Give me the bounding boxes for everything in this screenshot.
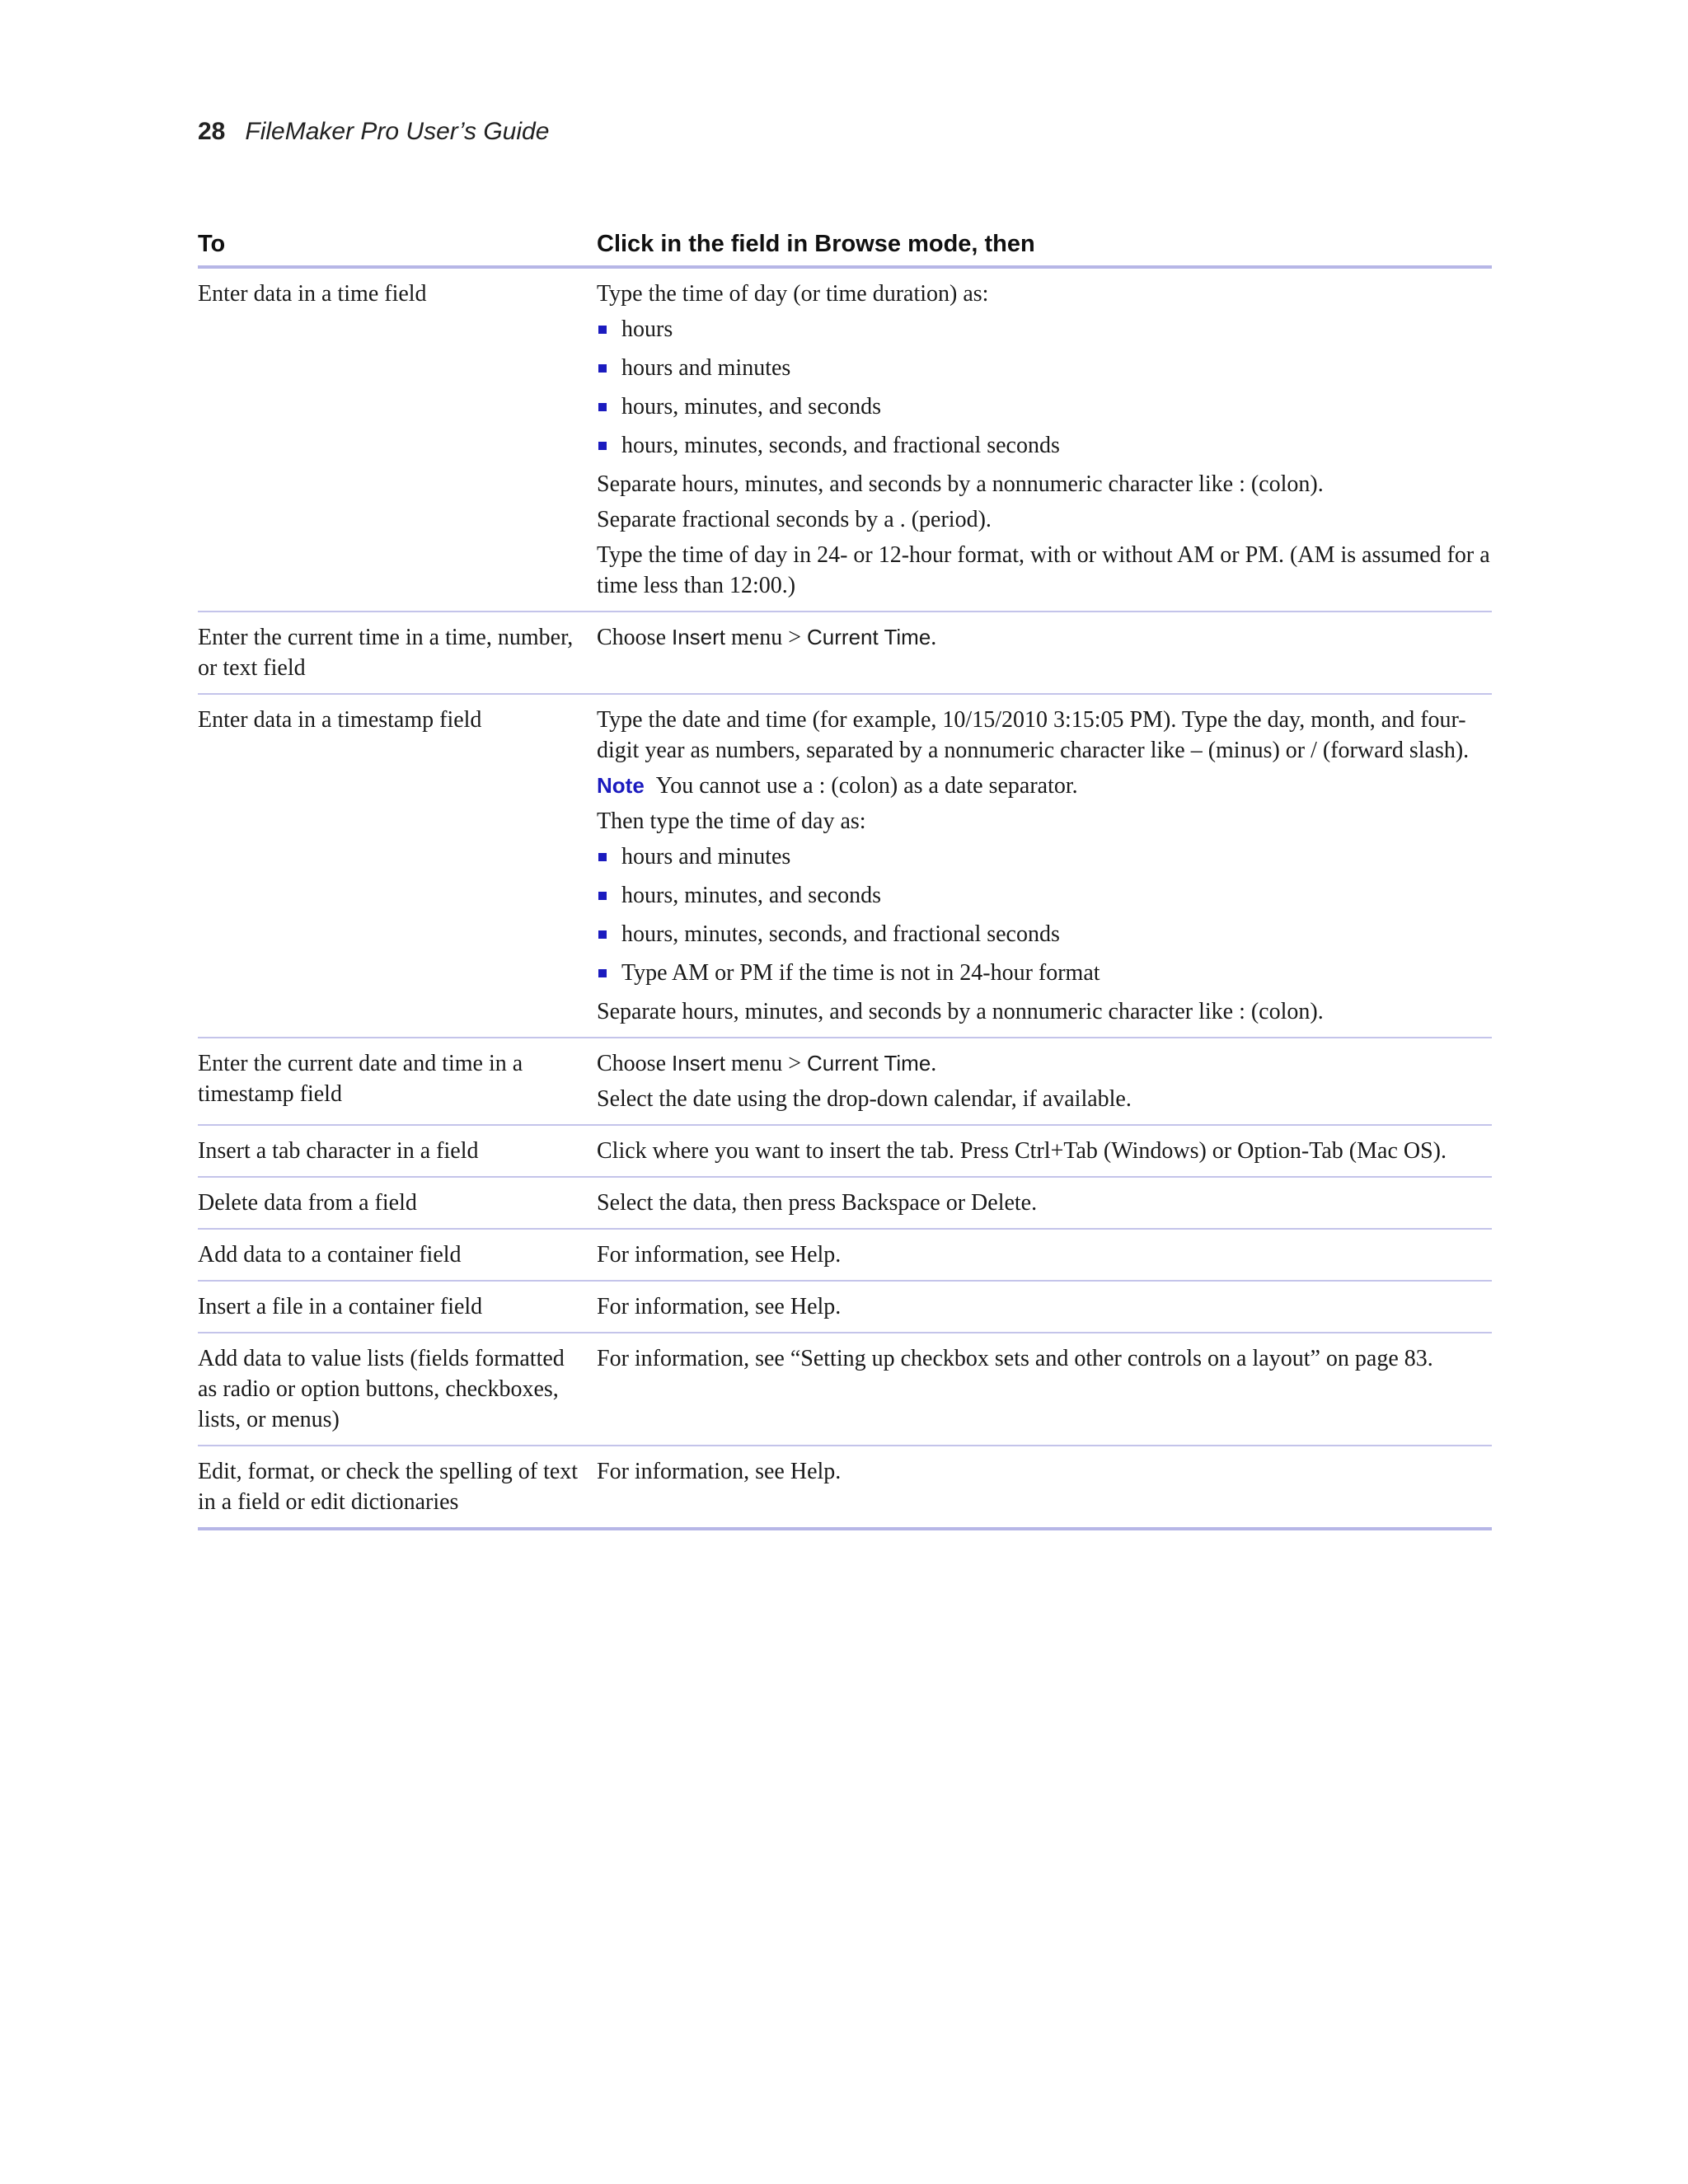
list-item-text: Type AM or PM if the time is not in 24-hour format xyxy=(621,960,1100,986)
page-number: 28 xyxy=(198,118,226,145)
table-row xyxy=(198,269,1492,612)
choose-text: Choose xyxy=(597,1051,672,1076)
menu-item-name: Current Time xyxy=(807,625,931,649)
list-item-text: hours, minutes, and seconds xyxy=(621,883,881,908)
row-task: Enter the current date and time in a timestamp field xyxy=(198,1051,523,1107)
note xyxy=(597,771,1492,801)
table-row xyxy=(198,1126,1492,1178)
row-action xyxy=(597,1048,1492,1114)
row-action xyxy=(597,622,1492,683)
book-title: FileMaker Pro User’s Guide xyxy=(245,118,550,145)
row-text: Type the date and time (for example, 10/15/2010 3:15:05 PM). Type the day, month, and four-digit year as numbers, separated by a nonnumeric character like – (minus) or / (forward slash). xyxy=(597,707,1470,763)
row-action: Click where you want to insert the tab. Press Ctrl+Tab (Windows) or Option-Tab (Mac OS). xyxy=(597,1138,1447,1164)
table-row xyxy=(198,1446,1492,1530)
table-row xyxy=(198,1333,1492,1446)
header-to: To xyxy=(198,231,226,257)
row-text: Type the time of day (or time duration) as: xyxy=(597,281,989,307)
row-task: Enter data in a time field xyxy=(198,281,427,307)
row-task: Insert a tab character in a field xyxy=(198,1138,479,1164)
list-item-text: hours, minutes, and seconds xyxy=(621,394,881,419)
square-bullet-icon xyxy=(598,326,607,334)
square-bullet-icon xyxy=(598,442,607,450)
table-row xyxy=(198,1230,1492,1282)
square-bullet-icon xyxy=(598,892,607,900)
bullet-list xyxy=(597,841,1492,988)
list-item xyxy=(597,958,1492,988)
table-row xyxy=(198,695,1492,1038)
row-action xyxy=(597,705,1492,1027)
list-item-text: hours and minutes xyxy=(621,844,791,869)
row-action xyxy=(597,279,1492,601)
row-text xyxy=(597,622,1492,653)
menu-item-name: Current Time xyxy=(807,1051,931,1076)
row-action: For information, see Help. xyxy=(597,1242,842,1268)
square-bullet-icon xyxy=(598,853,607,861)
list-item xyxy=(597,919,1492,949)
row-action: For information, see “Setting up checkbox sets and other controls on a layout” on page 83. xyxy=(597,1346,1433,1371)
row-action: Select the data, then press Backspace or Delete. xyxy=(597,1190,1038,1216)
row-text: Select the date using the drop-down calendar, if available. xyxy=(597,1086,1132,1112)
row-text: Then type the time of day as: xyxy=(597,808,866,834)
choose-text: Choose xyxy=(597,625,672,650)
period: . xyxy=(931,1051,937,1076)
row-task: Edit, format, or check the spelling of text in a field or edit dictionaries xyxy=(198,1459,579,1515)
list-item-text: hours and minutes xyxy=(621,355,791,381)
header-action: Click in the field in Browse mode, then xyxy=(597,231,1035,257)
row-task: Delete data from a field xyxy=(198,1190,417,1216)
row-text xyxy=(597,1048,1492,1079)
bullet-list xyxy=(597,314,1492,461)
row-text: Separate hours, minutes, and seconds by a nonnumeric character like : (colon). xyxy=(597,471,1324,497)
row-task: Add data to value lists (fields formatted as radio or option buttons, checkboxes, lists, or menus) xyxy=(198,1346,565,1432)
row-action: For information, see Help. xyxy=(597,1459,842,1484)
table-row xyxy=(198,612,1492,695)
table-row xyxy=(198,1178,1492,1230)
row-text: Separate fractional seconds by a . (period). xyxy=(597,507,992,532)
menu-word: menu > xyxy=(725,1051,808,1076)
list-item-text: hours, minutes, seconds, and fractional seconds xyxy=(621,921,1060,947)
square-bullet-icon xyxy=(598,364,607,373)
list-item xyxy=(597,391,1492,422)
running-header xyxy=(198,115,549,148)
menu-name: Insert xyxy=(672,1051,726,1076)
list-item-text: hours, minutes, seconds, and fractional seconds xyxy=(621,433,1060,458)
menu-word: menu > xyxy=(725,625,808,650)
square-bullet-icon xyxy=(598,930,607,939)
note-text: You cannot use a : (colon) as a date separator. xyxy=(655,773,1078,799)
row-action: For information, see Help. xyxy=(597,1294,842,1319)
menu-name: Insert xyxy=(672,625,726,649)
table-header xyxy=(198,227,1492,269)
table-row xyxy=(198,1282,1492,1333)
list-item xyxy=(597,841,1492,872)
row-text: Type the time of day in 24- or 12-hour format, with or without AM or PM. (AM is assumed for a time less than 12:00.) xyxy=(597,542,1490,598)
row-text: Separate hours, minutes, and seconds by a nonnumeric character like : (colon). xyxy=(597,999,1324,1024)
row-task: Enter the current time in a time, number, or text field xyxy=(198,625,574,681)
list-item xyxy=(597,353,1492,383)
instructions-table xyxy=(198,227,1492,1530)
table-row xyxy=(198,1038,1492,1126)
row-task: Insert a file in a container field xyxy=(198,1294,483,1319)
period: . xyxy=(931,625,937,650)
list-item xyxy=(597,880,1492,911)
square-bullet-icon xyxy=(598,969,607,977)
list-item-text: hours xyxy=(621,316,673,342)
square-bullet-icon xyxy=(598,403,607,411)
note-label: Note xyxy=(597,773,645,798)
row-task: Enter data in a timestamp field xyxy=(198,707,482,733)
list-item xyxy=(597,430,1492,461)
list-item xyxy=(597,314,1492,344)
row-task: Add data to a container field xyxy=(198,1242,462,1268)
